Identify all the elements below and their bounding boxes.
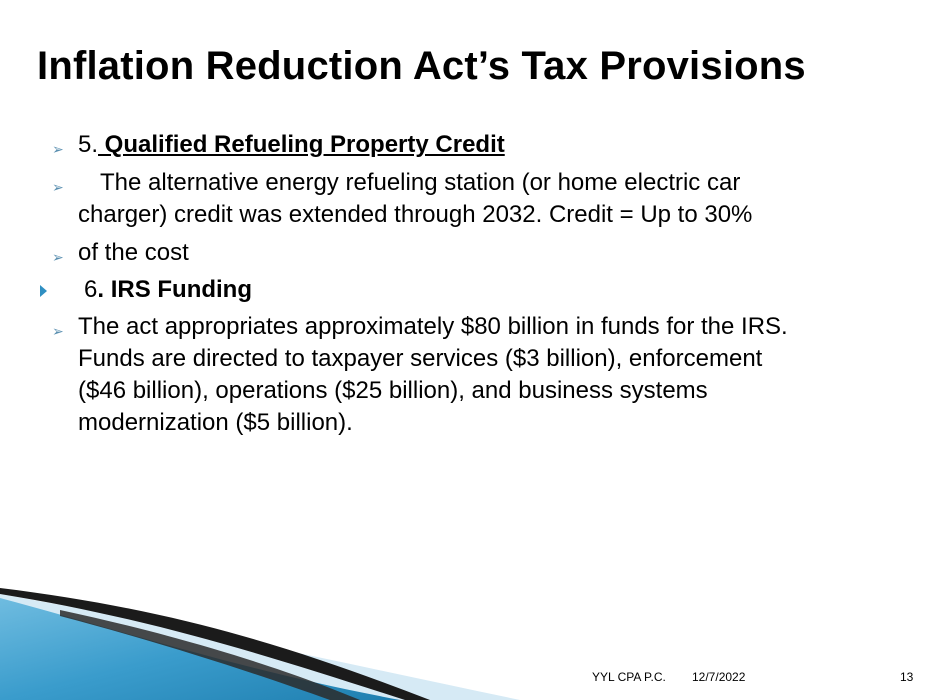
chevron-right-icon: ➢ [52, 249, 64, 265]
bullet-text-line: Funds are directed to taxpayer services ($3 billion), enforcement [78, 345, 763, 372]
bullet-qualified-refueling [78, 129, 505, 161]
bullet-irs-funding-description [78, 311, 908, 439]
bullet-number: 5. [78, 131, 99, 158]
footer-page-number: 13 [900, 670, 914, 684]
footer-date: 12/7/2022 [692, 670, 746, 684]
chevron-right-icon: ➢ [52, 323, 64, 339]
bullet-heading: Qualified Refueling Property Credit [98, 131, 505, 158]
bullet-text-line: ($46 billion), operations ($25 billion), and business systems [78, 377, 708, 404]
bullet-text-line: The alternative energy refueling station (or home electric car [100, 169, 741, 196]
bullet-text-line: charger) credit was extended through 2032. Credit = Up to 30% [78, 201, 753, 228]
slide-title: Inflation Reduction Act’s Tax Provisions [37, 44, 806, 88]
chevron-right-icon: ➢ [52, 141, 64, 157]
bullet-refueling-description [78, 167, 878, 231]
bullet-number: 6 [84, 276, 98, 303]
bullet-heading: . IRS Funding [97, 276, 252, 303]
triangle-right-icon [40, 285, 47, 297]
chevron-right-icon: ➢ [52, 179, 64, 195]
bullet-text-line: modernization ($5 billion). [78, 409, 353, 436]
bullet-irs-funding [84, 274, 252, 306]
footer-company: YYL CPA P.C. [592, 670, 666, 684]
decorative-swoosh [0, 580, 930, 700]
bullet-text-line: The act appropriates approximately $80 billion in funds for the IRS. [78, 313, 788, 340]
bullet-of-the-cost: of the cost [78, 239, 189, 266]
